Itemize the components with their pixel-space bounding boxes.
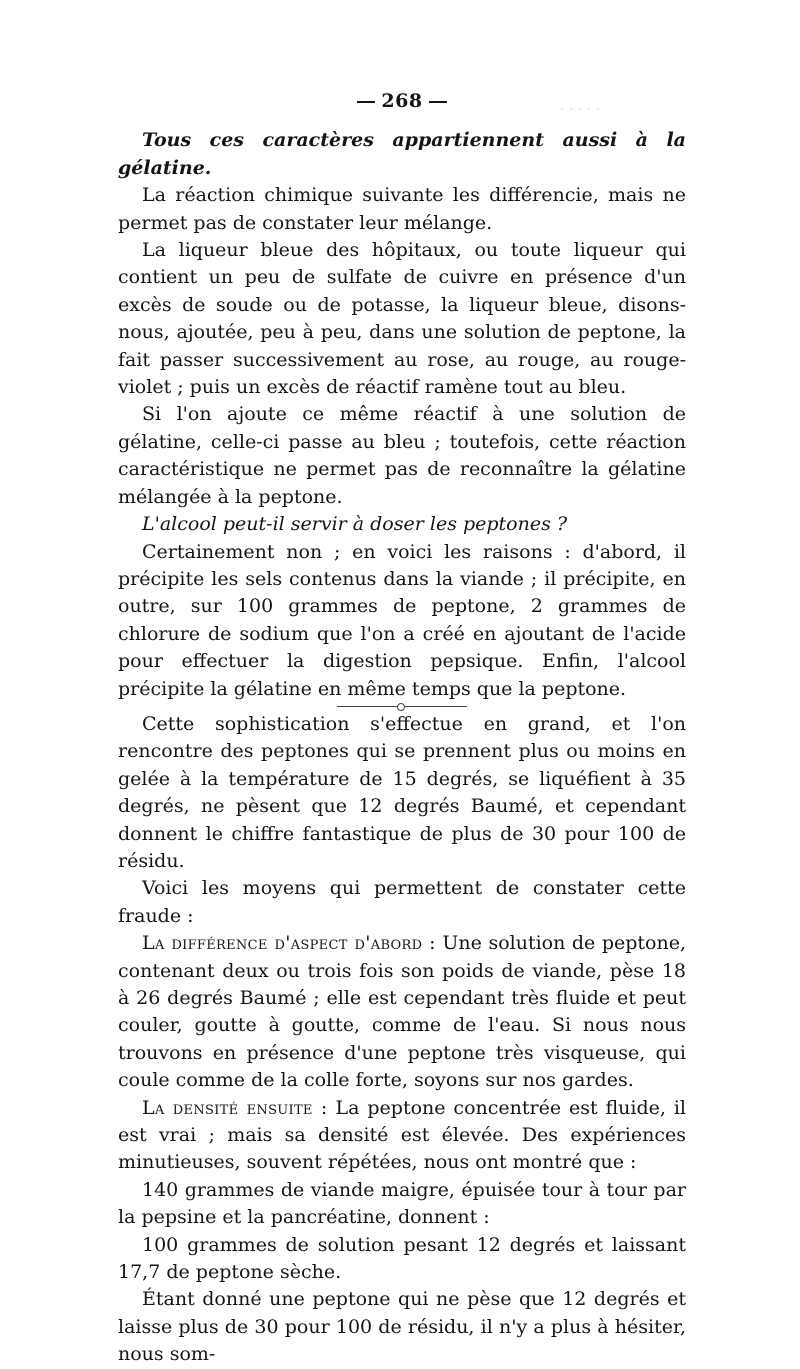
text-aspect: Une solution de peptone, contenant deux ou trois fois son poids de viande, pèse 18 à 26 degrés Baumé ; elle est cependant très fluide et peut couler, goutte à goutte, comme de l'eau. Si nous nous trouvons en présence d'une peptone très visqueuse, qui coule comme de la colle forte, soyons sur nos gardes. [118, 932, 686, 1092]
paragraph-viande-maigre: 140 grammes de viande maigre, épuisée tour à tour par la pepsine et la pancréatine, donnent : [118, 1178, 686, 1229]
heading-aspect: La différence d'aspect d'abord : [142, 932, 436, 955]
page-number: 268 [118, 88, 686, 115]
paragraph-aspect [118, 930, 686, 1094]
text-densite: La peptone concentrée est fluide, il est vrai ; mais sa densité est élevée. Des expériences minutieuses, souvent répétées, nous ont montré que : [118, 1096, 686, 1174]
paragraph-alcool-answer: Certainement non ; en voici les raisons : d'abord, il précipite les sels contenus dans la viande ; il précipite, en outre, sur 100 grammes de peptone, 2 grammes de chlorure de sodium que l'on a créé en ajoutant de l'acide pour effectuer la digestion pepsique. Enfin, l'alcool précipite la gélatine en même temps que la peptone. [118, 540, 686, 700]
bleed-through-text: · · · · · [560, 102, 601, 118]
paragraph-sophistication: Cette sophistication s'effectue en grand, et l'on rencontre des peptones qui se prennent plus ou moins en gelée à la température de 15 degrés, se liquéfient à 35 degrés, ne pèsent que 12 degrés Baumé, et cependant donnent le chiffre fantastique de plus de 30 pour 100 de résidu. [118, 712, 686, 872]
paragraph-reaction: La réaction chimique suivante les différencie, mais ne permet pas de constater leur mélange. [118, 184, 686, 234]
paragraph-densite [118, 1095, 686, 1177]
book-page [118, 88, 686, 1369]
section-divider [118, 703, 686, 711]
paragraph-alcool-question: L'alcool peut-il servir à doser les peptones ? [142, 513, 568, 536]
paragraph-gelatine-reaction: Si l'on ajoute ce même réactif à une solution de gélatine, celle-ci passe au bleu ; toutefois, cette réaction caractéristique ne permet pas de reconnaître la gélatine mélangée à la peptone. [118, 403, 686, 508]
paragraph-moyens: Voici les moyens qui permettent de constater cette fraude : [118, 877, 686, 927]
paragraph-liqueur-bleue: La liqueur bleue des hôpitaux, ou toute liqueur qui contient un peu de sulfate de cuivre en présence d'un excès de soude ou de potasse, la liqueur bleue, disons-nous, ajoutée, peu à peu, dans une solution de peptone, la fait passer successivement au rose, au rouge, au rouge-violet ; puis un excès de réactif ramène tout au bleu. [118, 239, 686, 399]
paragraph-solution: 100 grammes de solution pesant 12 degrés et laissant 17,7 de peptone sèche. [118, 1233, 686, 1284]
heading-densite: La densité ensuite : [142, 1096, 328, 1119]
paragraph-conclusion: Étant donné une peptone qui ne pèse que 12 degrés et laisse plus de 30 pour 100 de résidu, il n'y a plus à hésiter, nous som- [118, 1288, 686, 1366]
paragraph-gelatine-traits: Tous ces caractères appartiennent aussi à la gélatine. [118, 129, 686, 179]
